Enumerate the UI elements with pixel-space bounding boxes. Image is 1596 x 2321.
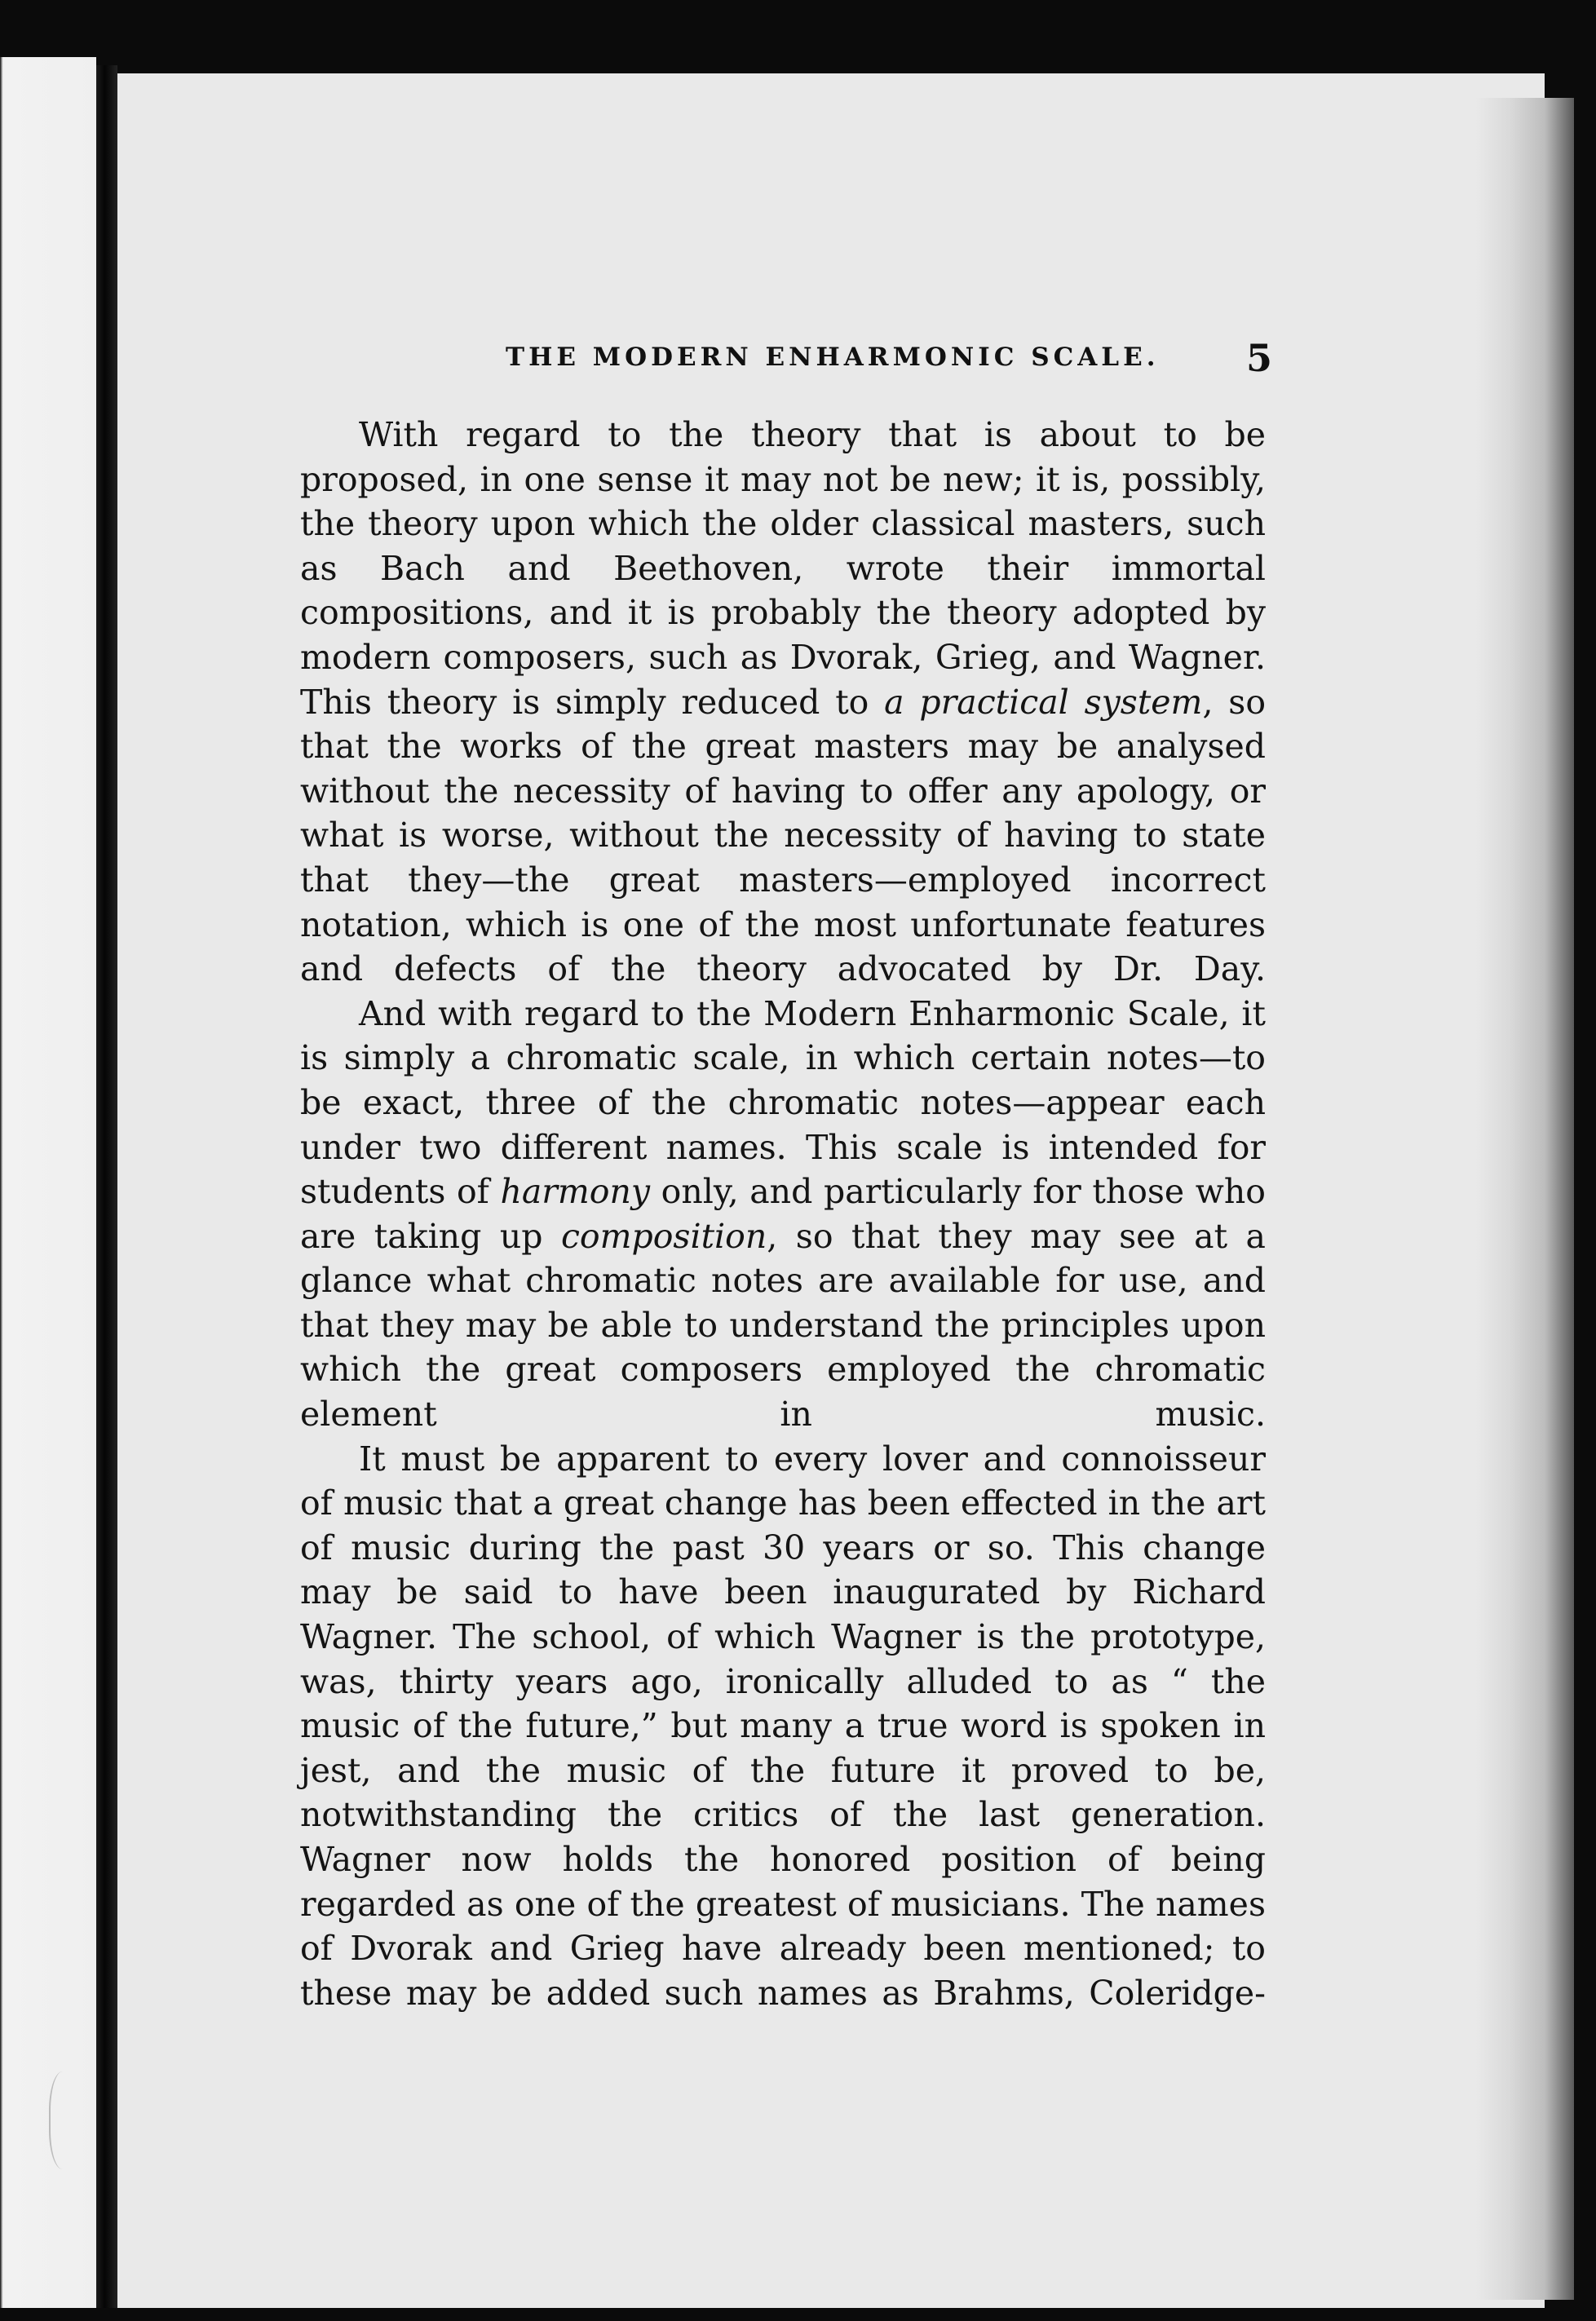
paragraph-2 xyxy=(300,992,1266,1437)
scan-mark xyxy=(49,2071,83,2169)
text-run: only, and particularly for those who are taking up xyxy=(300,1172,1266,1256)
text-run: With regard to the theory that is about to be proposed, in one sense it may not be new; it is, possibly, the theory upon which the older classical masters, such as Bach and Beethoven, wrote their immortal compositions, and it is probably the theory adopted by modern composers, such as Dvorak, Grieg, and Wagner. This theory is simply reduced to xyxy=(300,415,1266,722)
text-run: It must be apparent to every lover and connoisseur of music that a great change has been effected in the art of music during the past 30 years or so. This change may be said to have been inaugurated by Richard Wagner. The school, of which Wagner is the prototype, was, thirty years ago, ironically alluded to as “ the music of the future,” but many a true word is spoken in jest, and the music of the future it proved to be, notwithstanding the critics of the last generation. Wagner now holds the honored position of being regarded as one of the greatest of musicians. The names of Dvorak and Grieg have already been mentioned; to these may be added such names as Brahms, Coleridge- xyxy=(300,1439,1266,2013)
italic-run: harmony xyxy=(500,1172,651,1212)
text-run: , so that the works of the great masters may be analysed without the necessity of having to offer any apology, or what is worse, without the necessity of having to state that they—the great masters—employed incorrect notation, which is one of the most unfortunate features and defects of the theory advocated by Dr. Day. xyxy=(300,682,1267,989)
body-text xyxy=(300,413,1266,2015)
italic-run: composition xyxy=(560,1216,767,1256)
page-edge-shadow xyxy=(1476,98,1574,2300)
paragraph-3 xyxy=(300,1437,1266,2016)
book-binding xyxy=(96,65,117,2308)
text-run: And with regard to the Modern Enharmonic Scale, it is simply a chromatic scale, in which certain notes—to be exact, three of the chromatic notes—appear each under two different names. This scale is intended for students of xyxy=(300,993,1266,1212)
page-number: 5 xyxy=(1246,336,1273,380)
running-header: THE MODERN ENHARMONIC SCALE. xyxy=(506,343,1160,372)
paragraph-1 xyxy=(300,413,1266,992)
italic-run: a practical system xyxy=(884,682,1203,722)
text-run: , so that they may see at a glance what chromatic notes are available for use, and that they may be able to understand the principles upon which the great composers employed the chromatic element in music. xyxy=(300,1216,1266,1435)
facing-page-edge xyxy=(0,57,96,2308)
